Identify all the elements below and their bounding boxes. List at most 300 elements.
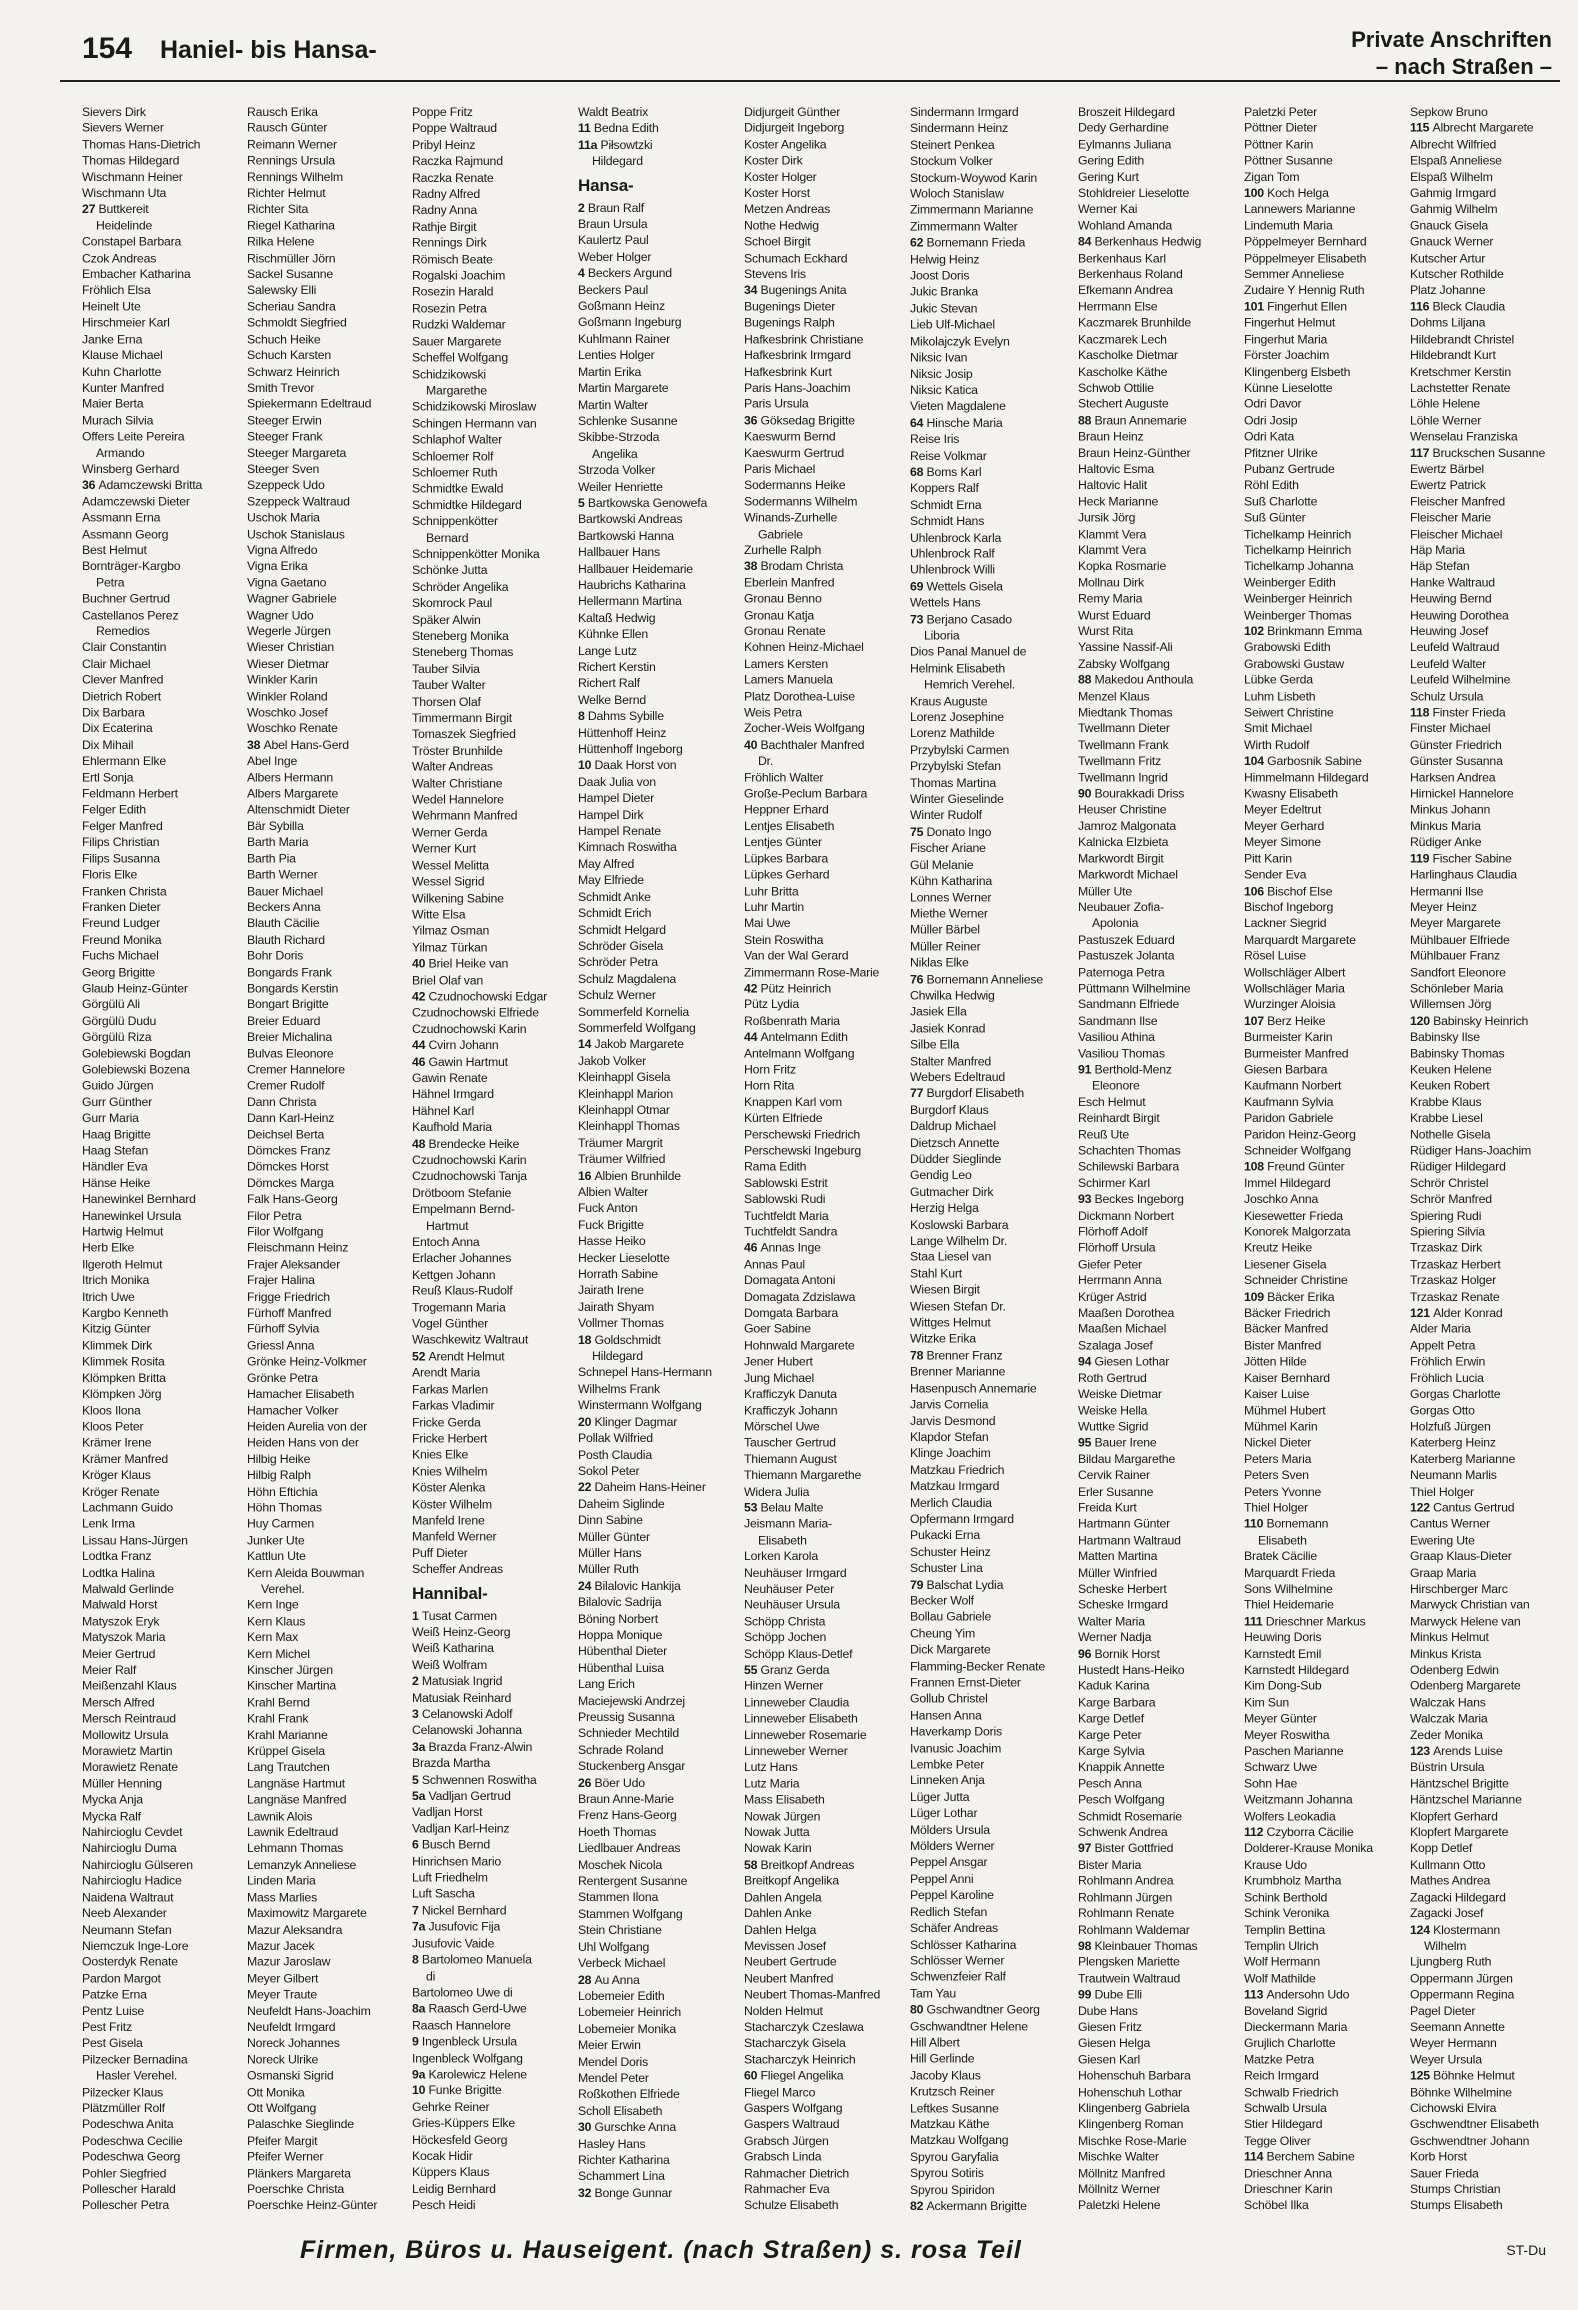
directory-entry: Hähnel Irmgard: [412, 1087, 494, 1102]
directory-entry: Fricke Gerda: [412, 1415, 481, 1429]
directory-entry: Filor Wolfgang: [247, 1224, 324, 1239]
directory-entry: Beckers Anna: [247, 900, 321, 915]
entry-continuation: Elisabeth: [1258, 1533, 1307, 1548]
directory-entry: Scheske Herbert: [1078, 1581, 1167, 1596]
directory-entry: Platz Johanne: [1410, 283, 1486, 298]
directory-entry: Reise Volkmar: [910, 448, 987, 463]
directory-entry: Hill Gerlinde: [910, 2051, 975, 2066]
house-number: 38: [744, 559, 761, 574]
directory-entry: Van der Wal Gerard: [744, 948, 849, 963]
directory-entry: Griessl Anna: [247, 1338, 315, 1353]
directory-entry: Wischmann Heiner: [82, 169, 183, 184]
directory-entry: Kröger Klaus: [82, 1468, 151, 1483]
directory-entry: Czudnochowski Tanja: [412, 1169, 527, 1184]
directory-entry: Steneberg Monika: [412, 629, 509, 643]
directory-entry: Nowak Jürgen: [744, 1809, 821, 1823]
directory-entry: Grabsch Linda: [744, 2149, 822, 2164]
directory-entry: Braun Ursula: [578, 217, 648, 232]
directory-entry: Zocher-Weis Wolfgang: [744, 721, 865, 736]
directory-entry: Vigna Alfredo: [247, 543, 318, 558]
directory-entry: Klammt Vera: [1078, 526, 1147, 541]
directory-entry: Sandmann Ilse: [1078, 1013, 1158, 1028]
directory-entry: Walczak Maria: [1410, 1711, 1488, 1726]
directory-entry: Horn Rita: [744, 1078, 795, 1093]
directory-entry: 44 Antelmann Edith: [744, 1030, 848, 1044]
directory-entry: 3 Celanowski Adolf: [412, 1706, 513, 1721]
directory-entry: Domagata Antoni: [744, 1273, 836, 1288]
house-number: 42: [744, 981, 761, 996]
directory-entry: Leufeld Wilhelmine: [1410, 673, 1511, 687]
directory-entry: 7 Nickel Bernhard: [412, 1903, 507, 1918]
house-number: 124: [1410, 1922, 1434, 1937]
directory-entry: Kaltaß Hedwig: [578, 610, 656, 625]
directory-entry: Markwordt Birgit: [1078, 851, 1164, 866]
directory-entry: 4 Beckers Argund: [578, 266, 672, 281]
directory-entry: Burgdorf Klaus: [910, 1102, 989, 1117]
directory-entry: Pütz Lydia: [744, 997, 799, 1012]
directory-entry: Schröder Angelika: [412, 579, 509, 594]
directory-entry: Görgülü Dudu: [82, 1013, 157, 1028]
directory-entry: Schröder Gisela: [578, 938, 664, 953]
directory-entry: Felger Manfred: [82, 819, 163, 833]
directory-entry: Eylmanns Juliana: [1078, 137, 1172, 152]
directory-entry: 121 Alder Konrad: [1410, 1305, 1503, 1320]
house-number: 40: [412, 956, 429, 971]
directory-entry: Filor Petra: [247, 1208, 302, 1223]
directory-entry: Kröger Renate: [82, 1484, 160, 1499]
directory-entry: Kaczmarek Lech: [1078, 332, 1167, 347]
directory-entry: Albien Walter: [578, 1185, 649, 1199]
directory-entry: Meyer Traute: [247, 1987, 318, 2002]
house-number: 5a: [412, 1788, 429, 1803]
directory-entry: Miedtank Thomas: [1078, 705, 1173, 720]
directory-entry: 64 Hinsche Maria: [910, 415, 1003, 430]
directory-entry: Giesen Karl: [1078, 2052, 1141, 2067]
directory-entry: 38 Abel Hans-Gerd: [247, 737, 349, 752]
directory-entry: Sauer Margarete: [412, 334, 502, 349]
directory-entry: Kaduk Karina: [1078, 1679, 1150, 1694]
directory-entry: Martin Walter: [578, 397, 649, 412]
directory-entry: Barth Maria: [247, 835, 309, 850]
directory-entry: Nahircioglu Gülseren: [82, 1857, 193, 1872]
directory-entry: 88 Makedou Anthoula: [1078, 673, 1194, 687]
directory-entry: Sodermanns Wilhelm: [744, 494, 858, 509]
directory-entry: Twellmann Dieter: [1078, 721, 1170, 736]
directory-entry: Efkemann Andrea: [1078, 283, 1173, 298]
directory-entry: 91 Berthold-Menz: [1078, 1062, 1172, 1077]
directory-entry: Joschko Anna: [1244, 1192, 1319, 1207]
directory-entry: Rathje Birgit: [412, 219, 477, 234]
directory-entry: Suß Charlotte: [1244, 494, 1318, 509]
directory-entry: Haverkamp Doris: [910, 1724, 1002, 1739]
house-number: 40: [744, 737, 761, 752]
directory-entry: Kaufmann Sylvia: [1244, 1094, 1334, 1109]
directory-entry: 62 Bornemann Frieda: [910, 235, 1026, 250]
directory-entry: Preussig Susanna: [578, 1710, 675, 1724]
directory-entry: Metzen Andreas: [744, 202, 831, 217]
directory-entry: Peters Maria: [1244, 1452, 1312, 1466]
directory-entry: Mathes Andrea: [1410, 1873, 1491, 1888]
directory-entry: Stier Hildegard: [1244, 2117, 1323, 2132]
directory-entry: Kim Dong-Sub: [1244, 1679, 1322, 1694]
directory-entry: Lenk Irma: [82, 1516, 135, 1531]
directory-entry: Mühlbauer Franz: [1410, 948, 1500, 963]
directory-entry: Rennings Ursula: [247, 153, 335, 168]
directory-entry: Katerberg Marianne: [1410, 1452, 1516, 1466]
directory-entry: Köster Wilhelm: [412, 1496, 492, 1511]
directory-entry: Krüppel Gisela: [247, 1744, 325, 1759]
house-number: 9: [412, 2034, 422, 2049]
directory-entry: Mass Elisabeth: [744, 1792, 825, 1807]
directory-entry: Cervik Rainer: [1078, 1468, 1150, 1483]
directory-entry: Lübke Gerda: [1244, 673, 1313, 687]
directory-entry: Wagner Udo: [247, 608, 314, 622]
directory-entry: Neuhäuser Peter: [744, 1581, 834, 1596]
directory-entry: Sindermann Heinz: [910, 121, 1008, 136]
directory-entry: Roth Gertrud: [1078, 1370, 1147, 1385]
directory-entry: Graap Klaus-Dieter: [1410, 1549, 1512, 1564]
directory-entry: Rilka Helene: [247, 234, 315, 249]
directory-entry: Naidena Waltraut: [82, 1890, 174, 1905]
directory-entry: Brenner Marianne: [910, 1364, 1006, 1379]
directory-entry: Dietzsch Annette: [910, 1135, 1000, 1150]
directory-entry: Liedlbauer Andreas: [578, 1841, 681, 1856]
directory-entry: Kretschmer Kerstin: [1410, 364, 1511, 379]
house-number: 9a: [412, 2067, 429, 2082]
directory-entry: Zabsky Wolfgang: [1078, 656, 1170, 671]
directory-entry: Bilalovic Sadrija: [578, 1595, 662, 1610]
directory-entry: Lenties Holger: [578, 348, 655, 363]
directory-entry: Immel Hildegard: [1244, 1176, 1331, 1190]
directory-entry: Dios Panal Manuel de: [910, 644, 1027, 659]
directory-entry: Frajer Halina: [247, 1273, 315, 1288]
directory-entry: Krahl Bernd: [247, 1695, 310, 1710]
directory-entry: Sandmann Elfriede: [1078, 997, 1180, 1012]
directory-entry: Klimmek Dirk: [82, 1338, 153, 1353]
directory-entry: Pest Gisela: [82, 2036, 143, 2051]
directory-entry: Neumann Marlis: [1410, 1468, 1497, 1483]
directory-entry: Bär Sybilla: [247, 819, 304, 833]
directory-entry: Steeger Erwin: [247, 413, 322, 428]
directory-entry: Sohn Hae: [1244, 1776, 1298, 1791]
directory-entry: Köster Alenka: [412, 1480, 486, 1495]
directory-entry: Hänse Heike: [82, 1176, 151, 1190]
directory-entry: Bratek Cäcilie: [1244, 1549, 1318, 1564]
directory-entry: Vieten Magdalene: [910, 399, 1006, 414]
entry-continuation: Armando: [96, 445, 145, 460]
directory-entry: Dix Mihail: [82, 737, 134, 752]
footer-code: ST-Du: [1506, 2242, 1546, 2258]
directory-entry: Georg Brigitte: [82, 965, 156, 979]
directory-entry: Jursik Jörg: [1078, 510, 1136, 525]
entry-continuation: Hildegard: [592, 1349, 643, 1364]
directory-entry: Schilewski Barbara: [1078, 1159, 1179, 1174]
street-heading: Hansa-: [578, 175, 634, 195]
directory-entry: Spiering Rudi: [1410, 1208, 1482, 1223]
directory-entry: Pukacki Erna: [910, 1528, 981, 1543]
directory-entry: Farkas Marlen: [412, 1382, 488, 1397]
directory-entry: 32 Bonge Gunnar: [578, 2185, 673, 2200]
directory-entry: Nickel Dieter: [1244, 1435, 1312, 1450]
directory-entry: 36 Göksedag Brigitte: [744, 413, 855, 428]
entry-continuation: Apolonia: [1092, 916, 1139, 931]
directory-entry: Sievers Dirk: [82, 104, 146, 119]
directory-entry: Luft Friedhelm: [412, 1870, 488, 1885]
entry-continuation: Wilhelm: [1424, 1938, 1467, 1953]
directory-entry: Dix Ecaterina: [82, 721, 153, 736]
house-number: 91: [1078, 1062, 1095, 1077]
directory-entry: Wolf Mathilde: [1244, 1971, 1316, 1986]
directory-entry: Neubert Manfred: [744, 1971, 834, 1986]
directory-entry: Hafkesbrink Kurt: [744, 364, 832, 379]
directory-entry: Spyrou Garyfalia: [910, 2149, 999, 2164]
directory-entry: Witte Elsa: [412, 907, 466, 922]
directory-entry: Trzaskaz Dirk: [1410, 1241, 1483, 1255]
directory-entry: Meyer Gerhard: [1244, 819, 1325, 833]
directory-entry: Zurhelle Ralph: [744, 543, 822, 558]
directory-entry: Perschewski Ingeburg: [744, 1143, 861, 1158]
directory-entry: Wenselau Franziska: [1410, 429, 1518, 444]
directory-entry: Berkenhaus Roland: [1078, 267, 1183, 282]
directory-entry: Scholl Elisabeth: [578, 2103, 663, 2118]
directory-entry: Bornträger-Kargbo: [82, 559, 181, 574]
directory-entry: Paschen Marianne: [1244, 1744, 1344, 1759]
directory-entry: Weitzmann Johanna: [1244, 1792, 1353, 1807]
directory-entry: Thomas Hildegard: [82, 153, 180, 168]
directory-entry: Krabbe Liesel: [1410, 1111, 1483, 1126]
directory-entry: Stuckenberg Ansgar: [578, 1759, 686, 1774]
directory-entry: 104 Garbosnik Sabine: [1244, 754, 1362, 769]
directory-entry: Weyer Hermann: [1410, 2036, 1497, 2051]
directory-entry: Gries-Küppers Elke: [412, 2116, 516, 2131]
directory-entry: Breier Michalina: [247, 1030, 332, 1044]
directory-entry: Gehrke Reiner: [412, 2099, 490, 2114]
directory-entry: Oppermann Regina: [1410, 1987, 1515, 2002]
house-number: 44: [412, 1038, 429, 1053]
directory-entry: Albers Margarete: [247, 786, 339, 801]
directory-entry: 3a Brazda Franz-Alwin: [412, 1739, 533, 1754]
directory-entry: Uhlenbrock Willi: [910, 563, 995, 578]
directory-entry: Semmer Anneliese: [1244, 267, 1345, 282]
directory-entry: Rohlmann Renate: [1078, 1906, 1175, 1921]
directory-entry: Müller Henning: [82, 1776, 162, 1791]
directory-entry: Lemanzyk Anneliese: [247, 1857, 357, 1872]
directory-entry: Trautwein Waltraud: [1078, 1971, 1181, 1986]
directory-entry: Schumach Eckhard: [744, 251, 848, 265]
directory-entry: Lorenz Mathilde: [910, 726, 995, 741]
directory-entry: Schwalb Ursula: [1244, 2101, 1327, 2116]
directory-entry: Blauth Richard: [247, 932, 325, 947]
directory-entry: Tichelkamp Heinrich: [1244, 543, 1352, 558]
directory-entry: Linneweber Werner: [744, 1744, 848, 1759]
directory-entry: Vigna Gaetano: [247, 575, 327, 590]
directory-entry: 55 Granz Gerda: [744, 1663, 830, 1677]
directory-entry: Görgülü Riza: [82, 1030, 152, 1044]
directory-entry: Weiß Katharina: [412, 1641, 494, 1656]
house-number: 100: [1244, 186, 1268, 200]
directory-entry: Herzig Helga: [910, 1201, 979, 1216]
directory-entry: Goer Sabine: [744, 1322, 811, 1337]
directory-entry: 11a Piłsowtzki: [578, 137, 653, 152]
directory-entry: Pöttner Karin: [1244, 137, 1314, 152]
directory-entry: 124 Klostermann: [1410, 1922, 1500, 1937]
directory-entry: Knappik Annette: [1078, 1760, 1165, 1775]
directory-entry: Nothelle Gisela: [1410, 1127, 1491, 1142]
directory-entry: Hansen Anna: [910, 1708, 982, 1723]
directory-entry: Niksic Ivan: [910, 350, 968, 365]
entry-continuation: Hemrich Verehel.: [924, 677, 1016, 692]
directory-entry: Hecker Lieselotte: [578, 1250, 670, 1265]
directory-entry: Hähnel Karl: [412, 1103, 475, 1118]
directory-entry: Krumbholz Martha: [1244, 1873, 1342, 1888]
directory-entry: Dahlen Helga: [744, 1922, 817, 1937]
directory-entry: Klopfert Gerhard: [1410, 1809, 1498, 1823]
directory-entry: Schwarz Uwe: [1244, 1760, 1317, 1775]
directory-entry: Bongards Kerstin: [247, 981, 339, 996]
directory-entry: Tegge Oliver: [1244, 2133, 1311, 2148]
directory-entry: Hirnickel Hannelore: [1410, 786, 1514, 801]
house-number: 7a: [412, 1919, 429, 1934]
directory-entry: Römisch Beate: [412, 252, 493, 267]
directory-entry: Castellanos Perez: [82, 608, 179, 622]
directory-entry: Opfermann Irmgard: [910, 1511, 1014, 1526]
directory-entry: Fröhlich Walter: [744, 770, 824, 785]
house-number: 58: [744, 1857, 761, 1872]
directory-entry: Markwordt Michael: [1078, 867, 1178, 882]
directory-entry: Marquardt Margarete: [1244, 932, 1356, 947]
directory-entry: Twellmann Fritz: [1078, 754, 1162, 769]
directory-entry: Zimmermann Rose-Marie: [744, 965, 880, 979]
directory-entry: Reich Irmgard: [1244, 2068, 1319, 2083]
directory-entry: Heiden Hans von der: [247, 1435, 359, 1450]
directory-entry: Cichowski Elvira: [1410, 2101, 1497, 2116]
directory-entry: 123 Arends Luise: [1410, 1744, 1503, 1759]
directory-entry: Kaeswurm Bernd: [744, 429, 836, 444]
directory-entry: Deichsel Berta: [247, 1127, 325, 1142]
directory-entry: Lobemeier Heinrich: [578, 2005, 682, 2020]
directory-entry: Mendel Doris: [578, 2054, 649, 2069]
directory-entry: Mazur Jaroslaw: [247, 1955, 331, 1969]
directory-entry: Müller Günter: [578, 1529, 650, 1544]
directory-entry: 79 Balschat Lydia: [910, 1577, 1004, 1592]
directory-entry: Wessel Melitta: [412, 858, 489, 873]
directory-entry: Gorgas Otto: [1410, 1403, 1475, 1418]
directory-entry: Neeb Alexander: [82, 1906, 167, 1921]
directory-entry: Richter Katharina: [578, 2152, 670, 2167]
directory-entry: Czudnochowski Karin: [412, 1022, 527, 1036]
house-number: 94: [1078, 1354, 1095, 1369]
directory-entry: Pitt Karin: [1244, 851, 1292, 866]
entry-continuation: Margarethe: [426, 383, 487, 398]
directory-entry: Meißenzahl Klaus: [82, 1679, 177, 1694]
directory-entry: Fleischer Marie: [1410, 510, 1492, 525]
directory-entry: Oosterdyk Renate: [82, 1955, 178, 1969]
directory-entry: Hanewinkel Ursula: [82, 1208, 182, 1223]
house-number: 3: [412, 1706, 422, 1721]
directory-entry: Görgülü Ali: [82, 997, 140, 1012]
directory-entry: Sandfort Eleonore: [1410, 965, 1506, 979]
directory-entry: Franken Dieter: [82, 900, 161, 915]
directory-entry: Templin Ulrich: [1244, 1938, 1319, 1953]
directory-entry: 11 Bedna Edith: [578, 121, 659, 136]
directory-entry: Nowak Jutta: [744, 1825, 810, 1840]
directory-entry: Schuch Heike: [247, 332, 321, 347]
directory-entry: Krahl Marianne: [247, 1727, 328, 1742]
directory-entry: Junker Ute: [247, 1533, 305, 1548]
directory-entry: Rentergent Susanne: [578, 1874, 688, 1889]
directory-entry: Clever Manfred: [82, 673, 164, 687]
directory-entry: Wiesen Birgit: [910, 1282, 980, 1297]
directory-entry: 115 Albrecht Margarete: [1410, 121, 1534, 136]
directory-entry: Schwalb Friedrich: [1244, 2084, 1339, 2099]
directory-entry: Plänkers Margareta: [247, 2166, 351, 2180]
directory-entry: Murach Silvia: [82, 413, 154, 428]
directory-entry: Ivanusic Joachim: [910, 1740, 1002, 1755]
directory-entry: Horn Fritz: [744, 1062, 796, 1077]
directory-entry: 90 Bourakkadi Driss: [1078, 786, 1185, 801]
directory-entry: Reuß Klaus-Rudolf: [412, 1284, 513, 1298]
directory-entry: Frajer Aleksander: [247, 1257, 340, 1272]
directory-entry: Fuchs Michael: [82, 948, 159, 963]
house-number: 79: [910, 1577, 927, 1592]
directory-entry: Klapdor Stefan: [910, 1430, 989, 1445]
directory-entry: Drötboom Stefanie: [412, 1185, 512, 1200]
entry-continuation: Hasler Verehel.: [96, 2068, 178, 2083]
directory-entry: Hüttenhoff Heinz: [578, 725, 667, 740]
directory-entry: Hoeth Thomas: [578, 1824, 657, 1839]
directory-entry: Lorken Karola: [744, 1549, 818, 1564]
directory-entry: Linneken Anja: [910, 1773, 985, 1788]
directory-entry: Sodermanns Heike: [744, 478, 846, 493]
directory-entry: Gronau Katja: [744, 608, 815, 622]
directory-entry: Bischof Ingeborg: [1244, 900, 1334, 915]
directory-entry: Pöppelmeyer Bernhard: [1244, 234, 1367, 249]
directory-entry: Hampel Renate: [578, 824, 661, 839]
directory-entry: 68 Boms Karl: [910, 464, 982, 479]
directory-entry: Lüger Jutta: [910, 1790, 970, 1805]
directory-entry: Braun Heinz-Günther: [1078, 445, 1191, 460]
directory-entry: Hohenschuh Barbara: [1078, 2068, 1191, 2083]
directory-entry: Gnauck Werner: [1410, 234, 1494, 249]
directory-entry: Kühnke Ellen: [578, 627, 649, 642]
directory-entry: Breitkopf Angelika: [744, 1873, 839, 1888]
directory-entry: 27 Buttkereit: [82, 202, 149, 217]
house-number: 42: [412, 989, 429, 1004]
directory-entry: Höhn Thomas: [247, 1500, 322, 1515]
directory-entry: Moschek Nicola: [578, 1857, 662, 1872]
directory-entry: Constapel Barbara: [82, 234, 182, 249]
directory-entry: Rennings Dirk: [412, 235, 487, 250]
directory-entry: Patzke Erna: [82, 1987, 147, 2002]
directory-entry: Bildau Margarethe: [1078, 1452, 1176, 1466]
directory-entry: Kiesewetter Frieda: [1244, 1208, 1343, 1223]
directory-entry: Sommerfeld Kornelia: [578, 1004, 690, 1019]
directory-entry: 2 Braun Ralf: [578, 200, 644, 215]
directory-entry: Schirmer Karl: [1078, 1176, 1150, 1190]
directory-entry: Dedy Gerhardine: [1078, 121, 1169, 136]
directory-entry: Lobemeier Monika: [578, 2021, 676, 2036]
directory-entry: Bulvas Eleonore: [247, 1046, 334, 1061]
directory-entry: Keuken Helene: [1410, 1062, 1492, 1077]
directory-entry: Mevissen Josef: [744, 1938, 826, 1953]
directory-entry: Tauber Walter: [412, 678, 486, 693]
directory-entry: Heiden Aurelia von der: [247, 1419, 368, 1434]
directory-entry: Mischke Rose-Marie: [1078, 2133, 1187, 2148]
directory-entry: Clair Constantin: [82, 640, 167, 655]
directory-entry: Kutscher Artur: [1410, 251, 1486, 265]
directory-entry: 30 Gurschke Anna: [578, 2120, 676, 2135]
directory-entry: Küppers Klaus: [412, 2165, 490, 2180]
